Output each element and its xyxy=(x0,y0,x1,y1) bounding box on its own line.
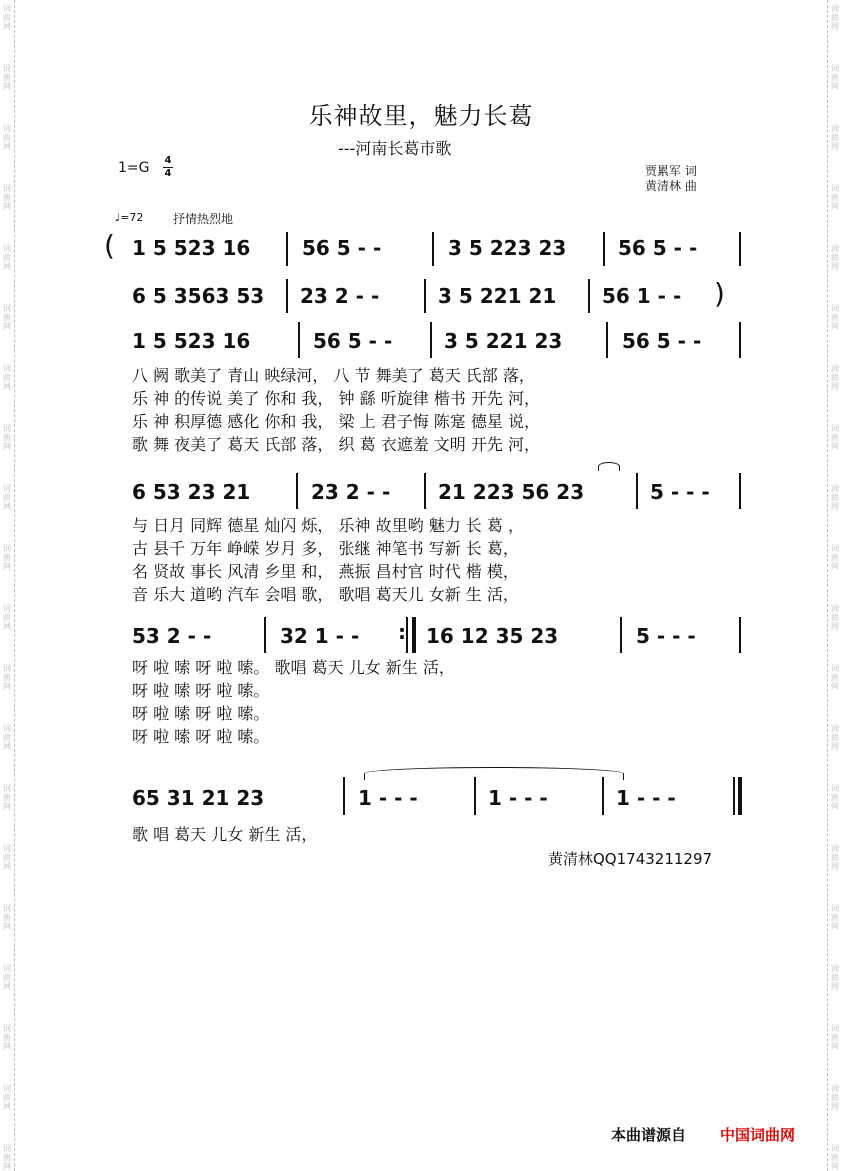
measure: 1 5 523 16 xyxy=(132,236,251,260)
measure: 21 223 56 23 xyxy=(438,480,585,504)
watermark-mark: 词 曲 网 xyxy=(3,364,11,391)
watermark-mark: 词 曲 网 xyxy=(831,724,839,751)
arranger-signature: 黄清林QQ1743211297 xyxy=(548,850,713,868)
left-watermark-strip xyxy=(0,0,15,1171)
watermark-mark: 词 曲 网 xyxy=(831,544,839,571)
barline xyxy=(603,232,605,266)
measure: 3 5 223 23 xyxy=(448,236,567,260)
barline xyxy=(620,617,622,653)
barline xyxy=(264,617,266,653)
watermark-mark: 词 曲 网 xyxy=(3,724,11,751)
repeat-dots: : xyxy=(398,620,406,644)
watermark-mark: 词 曲 网 xyxy=(831,1144,839,1171)
repeat-open-paren: ( xyxy=(104,229,115,262)
barline xyxy=(286,279,288,313)
watermark-mark: 词 曲 网 xyxy=(831,664,839,691)
lyric-verse-4: 歌 舞 夜美了 葛天 氏部 落， 织 葛 衣遮羞 文明 开先 河， xyxy=(132,435,540,454)
measure: 23 2 - - xyxy=(300,284,380,308)
watermark-mark: 词 曲 网 xyxy=(3,1024,11,1051)
watermark-mark: 词 曲 网 xyxy=(3,964,11,991)
lyric-verse-2: 呀 啦 嗦 呀 啦 嗦。 xyxy=(132,681,270,700)
site-name-link[interactable]: 中国词曲网 xyxy=(720,1126,796,1144)
watermark-mark: 词 曲 网 xyxy=(3,244,11,271)
measure: 56 5 - - xyxy=(313,329,393,353)
repeat-end-barline xyxy=(412,617,416,653)
barline xyxy=(432,232,434,266)
final-barline-thin xyxy=(733,777,735,815)
time-numerator: 4 xyxy=(164,155,172,166)
time-denominator: 4 xyxy=(164,168,172,179)
watermark-mark: 词 曲 网 xyxy=(831,1084,839,1111)
measure: 56 1 - - xyxy=(602,284,682,308)
measure: 3 5 221 23 xyxy=(444,329,563,353)
lyric-verse-1: 八 阙 歌美了 青山 映绿河， 八 节 舞美了 葛天 氏部 落， xyxy=(132,366,535,385)
source-label: 本曲谱源自 xyxy=(611,1126,687,1144)
barline xyxy=(602,777,604,815)
lyric-verse-2: 乐 神 的传说 美了 你和 我， 钟 繇 听旋律 楷书 开先 河， xyxy=(132,389,540,408)
watermark-mark: 词 曲 网 xyxy=(831,964,839,991)
watermark-mark: 词 曲 网 xyxy=(831,4,839,31)
lyric-verse-3: 名 贤故 事长 风清 乡里 和， 燕振 昌村官 时代 楷 模， xyxy=(132,562,519,581)
measure: 1 - - - xyxy=(488,786,548,810)
tempo-marking: ♩=72 xyxy=(115,211,144,224)
tie-mark xyxy=(364,767,624,780)
barline xyxy=(286,232,288,266)
watermark-mark: 词 曲 网 xyxy=(3,544,11,571)
watermark-mark: 词 曲 网 xyxy=(3,124,11,151)
watermark-mark: 词 曲 网 xyxy=(831,904,839,931)
barline xyxy=(424,473,426,509)
measure: 56 5 - - xyxy=(302,236,382,260)
right-watermark-strip xyxy=(827,0,842,1171)
barline xyxy=(296,473,298,509)
watermark-mark: 词 曲 网 xyxy=(831,424,839,451)
measure: 65 31 21 23 xyxy=(132,786,265,810)
time-signature xyxy=(163,155,173,180)
watermark-mark: 词 曲 网 xyxy=(831,304,839,331)
repeat-close-paren: ) xyxy=(714,277,725,310)
composer-credit: 黄清林 曲 xyxy=(645,179,697,193)
watermark-mark: 词 曲 网 xyxy=(831,244,839,271)
watermark-mark: 词 曲 网 xyxy=(3,784,11,811)
barline xyxy=(739,473,741,509)
lyric-verse-1: 呀 啦 嗦 呀 啦 嗦。 歌唱 葛天 儿女 新生 活， xyxy=(132,658,455,677)
watermark-mark: 词 曲 网 xyxy=(831,64,839,91)
watermark-mark: 词 曲 网 xyxy=(831,364,839,391)
measure: 5 - - - xyxy=(636,624,696,648)
measure: 6 5 3563 53 xyxy=(132,284,265,308)
watermark-mark: 词 曲 网 xyxy=(3,1144,11,1171)
barline xyxy=(739,617,741,653)
key-signature: 1=G xyxy=(118,160,150,176)
barline xyxy=(406,617,408,653)
measure: 5 - - - xyxy=(650,480,710,504)
barline xyxy=(343,777,345,815)
watermark-mark: 词 曲 网 xyxy=(3,844,11,871)
measure: 3 5 221 21 xyxy=(438,284,557,308)
lyricist-credit: 贾累军 词 xyxy=(645,164,697,178)
watermark-mark: 词 曲 网 xyxy=(831,604,839,631)
barline xyxy=(588,279,590,313)
barline xyxy=(430,322,432,358)
watermark-mark: 词 曲 网 xyxy=(831,124,839,151)
watermark-mark: 词 曲 网 xyxy=(3,304,11,331)
watermark-mark: 词 曲 网 xyxy=(3,1084,11,1111)
expression-marking: 抒情热烈地 xyxy=(173,212,234,226)
watermark-mark: 词 曲 网 xyxy=(831,484,839,511)
measure: 32 1 - - xyxy=(280,624,360,648)
watermark-mark: 词 曲 网 xyxy=(831,184,839,211)
song-title: 乐神故里，魅力长葛 xyxy=(308,102,534,130)
measure: 1 - - - xyxy=(616,786,676,810)
measure: 23 2 - - xyxy=(311,480,391,504)
barline xyxy=(636,473,638,509)
lyric-verse-3: 乐 神 积厚德 感化 你和 我， 梁 上 君子悔 陈寔 德星 说， xyxy=(132,412,540,431)
watermark-mark: 词 曲 网 xyxy=(3,184,11,211)
watermark-mark: 词 曲 网 xyxy=(3,4,11,31)
barline xyxy=(298,322,300,358)
watermark-mark: 词 曲 网 xyxy=(831,784,839,811)
barline xyxy=(606,322,608,358)
measure: 16 12 35 23 xyxy=(426,624,559,648)
lyric-verse-4: 音 乐大 道哟 汽车 会唱 歌， 歌唱 葛天儿 女新 生 活， xyxy=(132,585,519,604)
watermark-mark: 词 曲 网 xyxy=(3,604,11,631)
watermark-mark: 词 曲 网 xyxy=(3,424,11,451)
measure: 6 53 23 21 xyxy=(132,480,251,504)
barline xyxy=(739,232,741,266)
watermark-mark: 词 曲 网 xyxy=(3,664,11,691)
lyric-verse-1: 与 日月 同辉 德星 灿闪 烁， 乐神 故里哟 魅力 长 葛 ， xyxy=(132,516,524,535)
measure: 56 5 - - xyxy=(622,329,702,353)
barline xyxy=(424,279,426,313)
measure: 1 5 523 16 xyxy=(132,329,251,353)
barline xyxy=(739,322,741,358)
watermark-mark: 词 曲 网 xyxy=(831,844,839,871)
lyric-verse-3: 呀 啦 嗦 呀 啦 嗦。 xyxy=(132,704,270,723)
watermark-mark: 词 曲 网 xyxy=(3,904,11,931)
lyric-verse-4: 呀 啦 嗦 呀 啦 嗦。 xyxy=(132,727,270,746)
measure: 53 2 - - xyxy=(132,624,212,648)
song-subtitle: ---河南长葛市歌 xyxy=(338,139,452,158)
barline xyxy=(474,777,476,815)
measure: 56 5 - - xyxy=(618,236,698,260)
final-barline-thick xyxy=(738,777,742,815)
watermark-mark: 词 曲 网 xyxy=(3,484,11,511)
watermark-mark: 词 曲 网 xyxy=(831,1024,839,1051)
measure: 1 - - - xyxy=(358,786,418,810)
slur-mark xyxy=(598,462,620,471)
lyric-ending: 歌 唱 葛天 儿女 新生 活， xyxy=(132,825,318,844)
lyric-verse-2: 古 县千 万年 峥嵘 岁月 多， 张继 神笔书 写新 长 葛， xyxy=(132,539,519,558)
watermark-mark: 词 曲 网 xyxy=(3,64,11,91)
